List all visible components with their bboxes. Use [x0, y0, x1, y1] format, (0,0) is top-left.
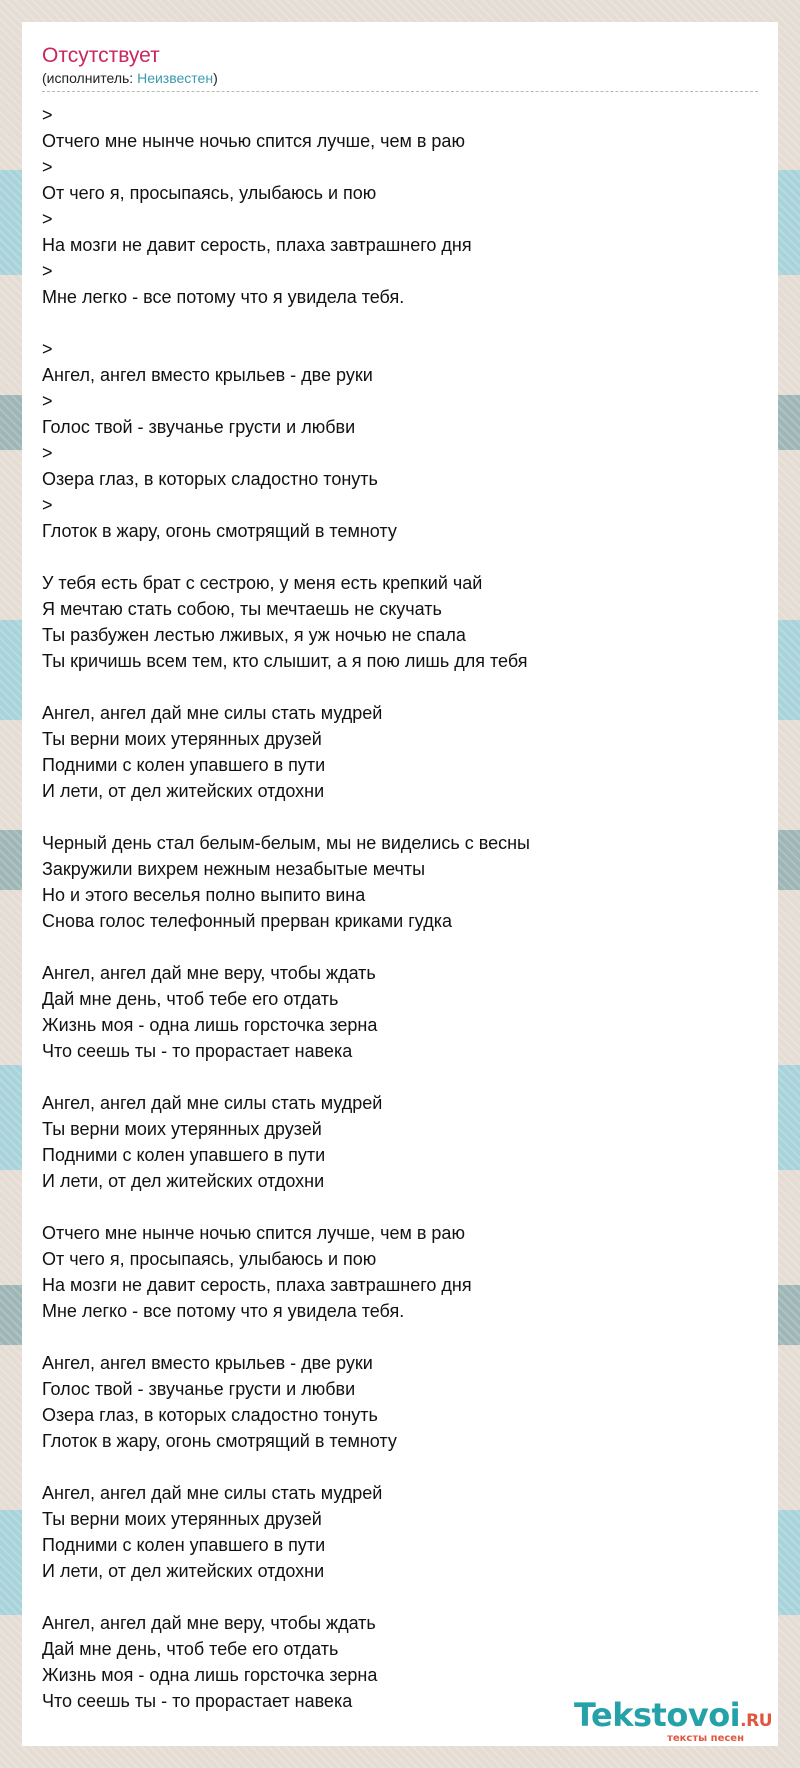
lyrics-line: >	[42, 261, 53, 281]
lyrics-stanza	[42, 1220, 758, 1324]
lyrics-line: Мне легко - все потому что я увидела тебя.	[42, 287, 405, 307]
lyrics-line: Ты разбужен лестью лживых, я уж ночью не спала	[42, 625, 466, 645]
lyrics-line: Ангел, ангел дай мне силы стать мудрей	[42, 1093, 383, 1113]
lyrics-line: >	[42, 209, 53, 229]
lyrics-line: Отчего мне нынче ночью спится лучше, чем в раю	[42, 131, 465, 151]
lyrics-line: Голос твой - звучанье грусти и любви	[42, 1379, 356, 1399]
lyrics-line: Жизнь моя - одна лишь горсточка зерна	[42, 1015, 378, 1035]
lyrics-line: Подними с колен упавшего в пути	[42, 1145, 326, 1165]
lyrics-line: Ангел, ангел дай мне веру, чтобы ждать	[42, 1613, 376, 1633]
lyrics-line: Дай мне день, чтоб тебе его отдать	[42, 1639, 339, 1659]
lyrics-line: Ты кричишь всем тем, кто слышит, а я пою лишь для тебя	[42, 651, 528, 671]
lyrics-text	[42, 102, 758, 1714]
lyrics-line: И лети, от дел житейских отдохни	[42, 1561, 325, 1581]
lyrics-line: >	[42, 443, 53, 463]
lyrics-line: Глоток в жару, огонь смотрящий в темноту	[42, 1431, 397, 1451]
song-title: Отсутствует	[42, 44, 160, 67]
lyrics-line: Глоток в жару, огонь смотрящий в темноту	[42, 521, 397, 541]
lyrics-line: Дай мне день, чтоб тебе его отдать	[42, 989, 339, 1009]
lyrics-stanza	[42, 700, 758, 804]
lyrics-line: >	[42, 391, 53, 411]
lyrics-stanza	[42, 336, 758, 544]
lyrics-line: Ангел, ангел вместо крыльев - две руки	[42, 365, 373, 385]
lyrics-line: >	[42, 495, 53, 515]
lyrics-line: И лети, от дел житейских отдохни	[42, 781, 325, 801]
lyrics-line: Подними с колен упавшего в пути	[42, 1535, 326, 1555]
lyrics-stanza	[42, 102, 758, 310]
lyrics-stanza	[42, 1090, 758, 1194]
lyrics-line: Я мечтаю стать собою, ты мечтаешь не скучать	[42, 599, 442, 619]
lyrics-line: Жизнь моя - одна лишь горсточка зерна	[42, 1665, 378, 1685]
lyrics-line: И лети, от дел житейских отдохни	[42, 1171, 325, 1191]
artist-prefix: (исполнитель:	[42, 70, 138, 86]
lyrics-stanza	[42, 1350, 758, 1454]
logo-wordmark	[574, 1698, 772, 1738]
site-logo[interactable]	[574, 1698, 772, 1744]
lyrics-line: На мозги не давит серость, плаха завтрашнего дня	[42, 235, 472, 255]
lyrics-line: Ты верни моих утерянных друзей	[42, 729, 322, 749]
logo-tagline: тексты песен	[667, 1733, 744, 1744]
lyrics-line: Отчего мне нынче ночью спится лучше, чем в раю	[42, 1223, 465, 1243]
lyrics-line: Черный день стал белым-белым, мы не виделись с весны	[42, 833, 530, 853]
lyrics-line: Озера глаз, в которых сладостно тонуть	[42, 1405, 378, 1425]
lyrics-line: Ты верни моих утерянных друзей	[42, 1509, 322, 1529]
artist-line	[42, 69, 758, 92]
logo-name: Tekstovoi	[573, 1696, 741, 1734]
lyrics-line: Ангел, ангел дай мне веру, чтобы ждать	[42, 963, 376, 983]
artist-suffix: )	[213, 70, 218, 86]
lyrics-line: Ангел, ангел дай мне силы стать мудрей	[42, 1483, 383, 1503]
lyrics-line: От чего я, просыпаясь, улыбаюсь и пою	[42, 1249, 377, 1269]
lyrics-line: Снова голос телефонный прерван криками гудка	[42, 911, 452, 931]
lyrics-line: Но и этого веселья полно выпито вина	[42, 885, 366, 905]
lyrics-line: На мозги не давит серость, плаха завтрашнего дня	[42, 1275, 472, 1295]
lyrics-line: Ангел, ангел дай мне силы стать мудрей	[42, 703, 383, 723]
logo-tld: .RU	[740, 1711, 772, 1731]
lyrics-line: Голос твой - звучанье грусти и любви	[42, 417, 356, 437]
lyrics-line: >	[42, 339, 53, 359]
lyrics-line: Закружили вихрем нежным незабытые мечты	[42, 859, 426, 879]
lyrics-line: Мне легко - все потому что я увидела тебя.	[42, 1301, 405, 1321]
lyrics-stanza	[42, 570, 758, 674]
lyrics-line: Ты верни моих утерянных друзей	[42, 1119, 322, 1139]
lyrics-line: >	[42, 105, 53, 125]
lyrics-line: Ангел, ангел вместо крыльев - две руки	[42, 1353, 373, 1373]
lyrics-stanza	[42, 830, 758, 934]
lyrics-line: >	[42, 157, 53, 177]
lyrics-line: От чего я, просыпаясь, улыбаюсь и пою	[42, 183, 377, 203]
lyrics-card	[22, 22, 778, 1746]
lyrics-line: Подними с колен упавшего в пути	[42, 755, 326, 775]
lyrics-line: Озера глаз, в которых сладостно тонуть	[42, 469, 378, 489]
lyrics-line: Что сеешь ты - то прорастает навека	[42, 1691, 353, 1711]
artist-link[interactable]: Неизвестен	[137, 70, 214, 86]
lyrics-line: Что сеешь ты - то прорастает навека	[42, 1041, 353, 1061]
lyrics-line: У тебя есть брат с сестрою, у меня есть крепкий чай	[42, 573, 483, 593]
lyrics-stanza	[42, 1480, 758, 1584]
lyrics-stanza	[42, 960, 758, 1064]
